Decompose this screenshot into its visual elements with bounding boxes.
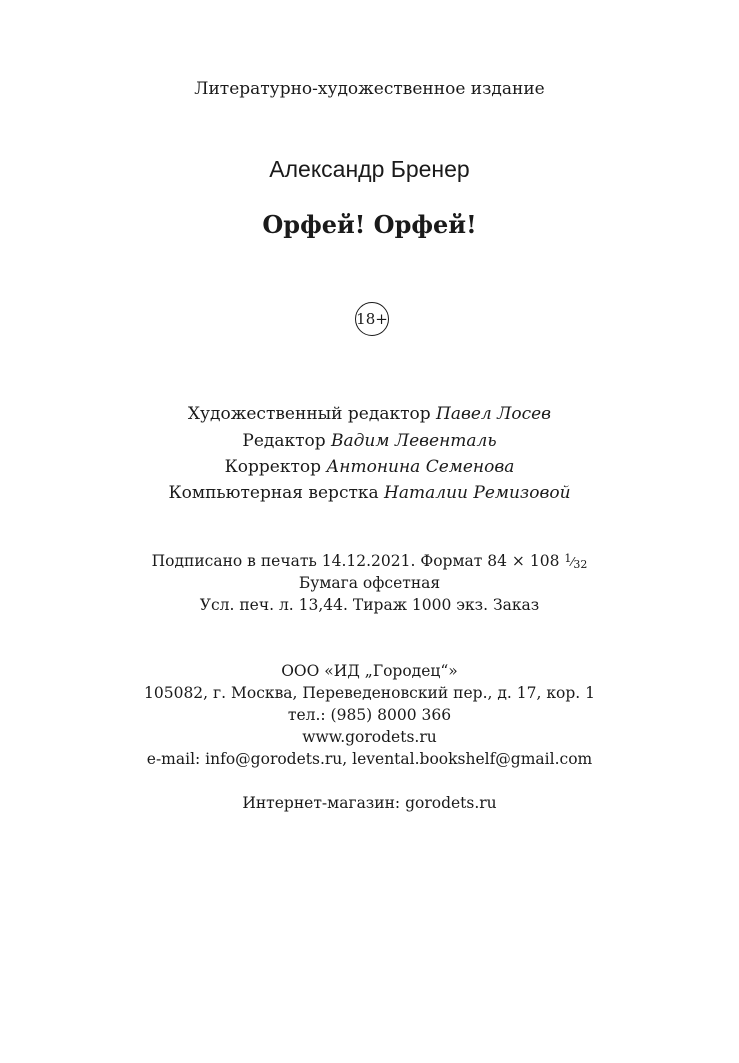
book-title: Орфей! Орфей! [262, 210, 477, 239]
format-fraction: $^1⁄_{32}$ [564, 552, 588, 571]
credit-role: Корректор [224, 457, 321, 477]
credit-person: Наталии Ремизовой [384, 483, 571, 503]
format-denominator: 32 [573, 558, 588, 571]
publisher-name: ООО «ИД „Городец“» [281, 662, 458, 680]
credit-line [0, 457, 739, 477]
credit-role: Компьютерная верстка [168, 483, 379, 503]
paper-line: Бумага офсетная [298, 574, 441, 592]
publisher-website: www.gorodets.ru [302, 728, 437, 746]
publisher-phone: тел.: (985) 8000 366 [287, 706, 452, 724]
credit-person: Павел Лосев [436, 404, 552, 424]
print-signed-line [0, 552, 739, 571]
credit-person: Вадим Левенталь [331, 431, 497, 451]
genre-line: Литературно-художественное издание [194, 79, 545, 99]
publisher-shop: Интернет-магазин: gorodets.ru [242, 794, 497, 812]
credit-role: Редактор [242, 431, 326, 451]
format-numerator: 1 [564, 552, 572, 565]
publisher-email: e-mail: info@gorodets.ru, levental.bookshelf@gmail.com [146, 750, 593, 768]
author-name: Александр Бренер [269, 156, 470, 182]
age-rating-badge: 18+ [355, 302, 389, 336]
print-signed-text: Подписано в печать 14.12.2021. Формат 84 × 108 [151, 552, 560, 570]
credit-role: Художественный редактор [187, 404, 431, 424]
credit-person: Антонина Семенова [326, 457, 515, 477]
credit-line [0, 431, 739, 451]
credit-line [0, 483, 739, 503]
volume-line: Усл. печ. л. 13,44. Тираж 1000 экз. Заказ [199, 596, 540, 614]
credit-line [0, 404, 739, 424]
publisher-address: 105082, г. Москва, Переведеновский пер., д. 17, кор. 1 [144, 684, 595, 702]
